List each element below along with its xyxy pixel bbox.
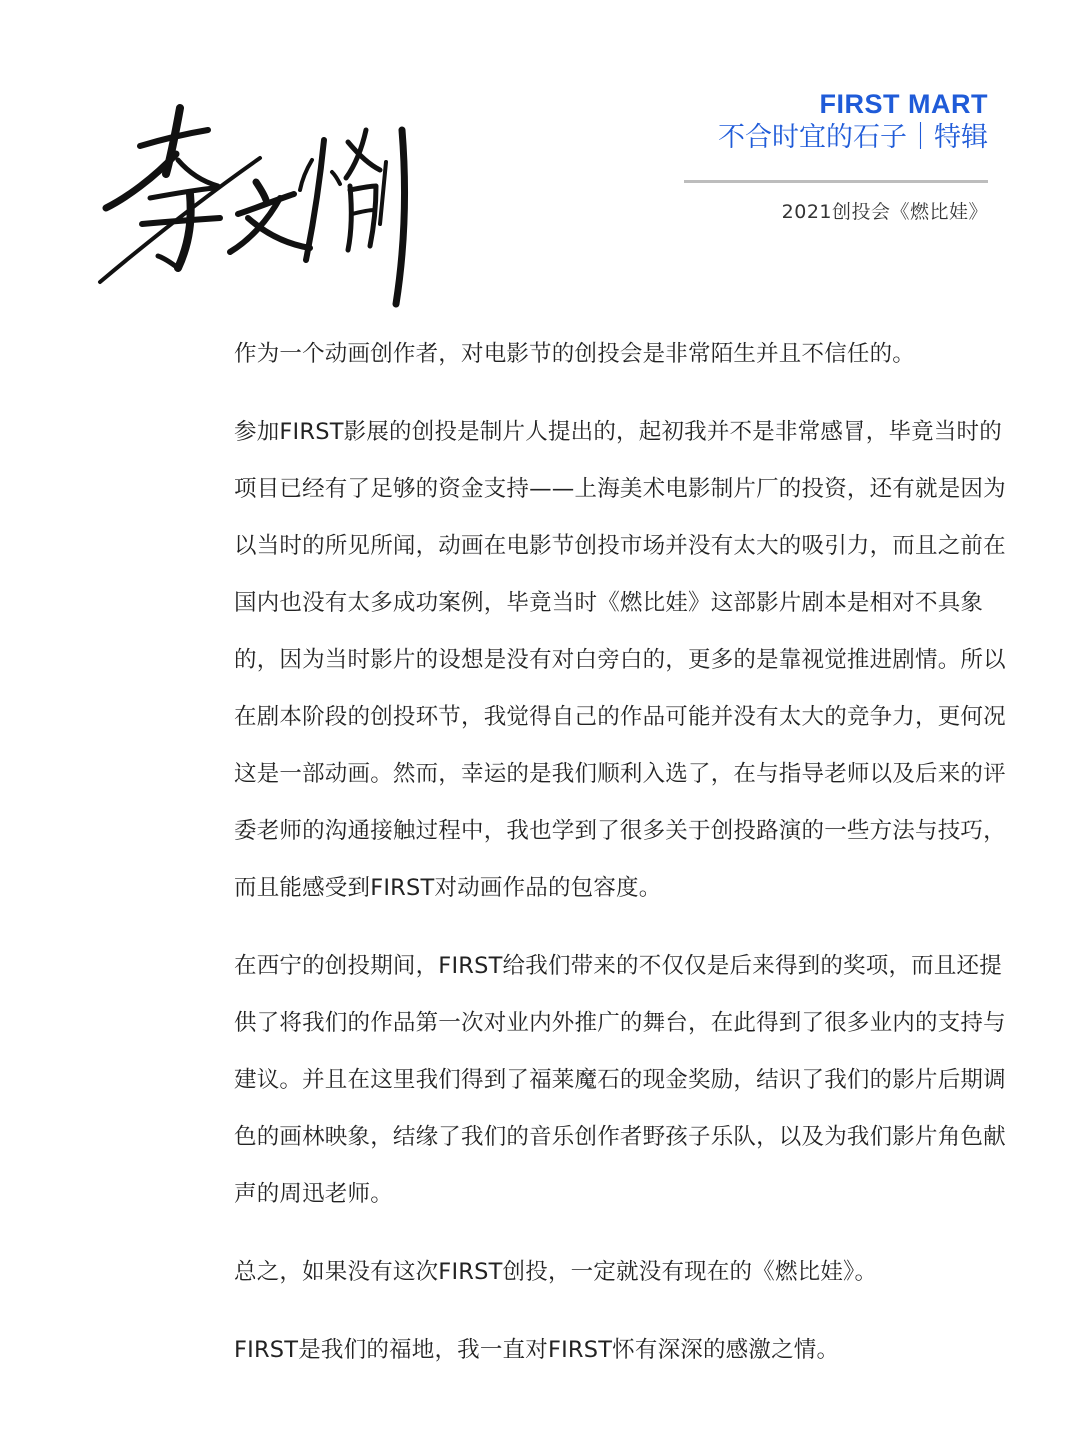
article-body — [234, 326, 1014, 1379]
project-subtitle: 2021创投会《燃比娃》 — [781, 201, 988, 223]
paragraph: 作为一个动画创作者，对电影节的创投会是非常陌生并且不信任的。 — [234, 341, 916, 367]
header-block — [668, 88, 988, 225]
brand-title: FIRST MART — [819, 89, 988, 119]
paragraph: 在西宁的创投期间，FIRST给我们带来的不仅仅是后来得到的奖项，而且还提供了将我们的作品第一次对业内外推广的舞台，在此得到了很多业内的支持与建议。并且在这里我们得到了福莱魔石的现金奖励，结识了我们的影片后期调色的画林映象，结缘了我们的音乐创作者野孩子乐队，以及为我们影片角色献声的周迅老师。 — [234, 953, 1006, 1207]
signature-brush-strokes — [80, 90, 420, 315]
paragraph: FIRST是我们的福地，我一直对FIRST怀有深深的感激之情。 — [234, 1337, 840, 1363]
paragraph: 参加FIRST影展的创投是制片人提出的，起初我并不是非常感冒，毕竟当时的项目已经有了足够的资金支持——上海美术电影制片厂的投资，还有就是因为以当时的所见所闻，动画在电影节创投市场并没有太大的吸引力，而且之前在国内也没有太多成功案例，毕竟当时《燃比娃》这部影片剧本是相对不具象的，因为当时影片的设想是没有对白旁白的，更多的是靠视觉推进剧情。所以在剧本阶段的创投环节，我觉得自己的作品可能并没有太大的竞争力，更何况这是一部动画。然而，幸运的是我们顺利入选了，在与指导老师以及后来的评委老师的沟通接触过程中，我也学到了很多关于创投路演的一些方法与技巧，而且能感受到FIRST对动画作品的包容度。 — [234, 419, 1006, 901]
handwritten-signature — [80, 90, 420, 315]
header-divider — [684, 180, 988, 183]
paragraph: 总之，如果没有这次FIRST创投，一定就没有现在的《燃比娃》。 — [234, 1259, 878, 1285]
series-title: 不合时宜的石子｜特辑 — [718, 122, 988, 153]
